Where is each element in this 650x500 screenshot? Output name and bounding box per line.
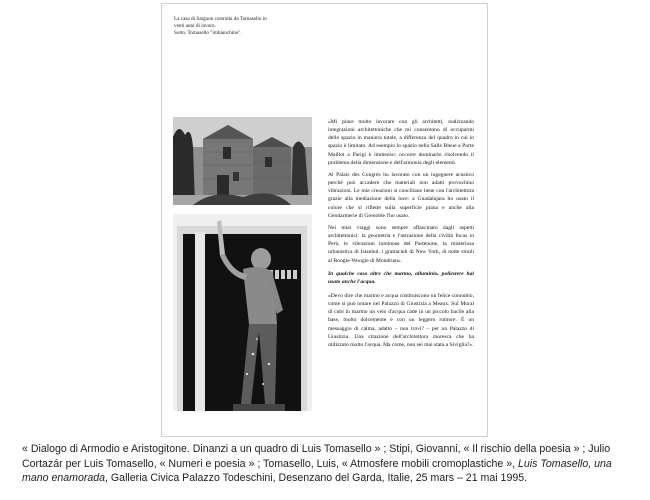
interview-text (328, 118, 474, 353)
interview-paragraph: «Devo dire che marmo e acqua costituiscono un felice connubio, come si può notare nel Palazzo di Giustizia a Meaux. Sul Mural di cubi in marmo un velo d'acqua cade in un piccolo bacile alla base, molto dolcemente e con un leggero rumore. È un messaggio di calma, adatto – non trovi? – per un Palazzo di Giustizia. Una citazione dell'architettura moresca che ha utilizzato molto l'acqua. Ma come, non sei mai stata a Siviglia?». (328, 292, 474, 348)
photo-caption-line: La casa di Saignon costruita da Tomasello in (174, 16, 267, 22)
caption-text: « Dialogo di Armodio e Aristogitone. Dinanzi a un quadro di Luis Tomasello » ; Stipi, Giovanni, « Il rischio della poesia » ; Julio Cortazár per Luis Tomasello, « Numeri e poesia » ; Tomasello, Luis, « Atmosfere mobili cromoplastiche », (22, 443, 611, 470)
photo-caption-line: Sotto, Tomasello "imbianchino". (174, 30, 242, 37)
photo-tomasello-painting (173, 214, 312, 411)
catalog-page (161, 3, 488, 437)
interview-paragraph: Al Palais des Congrès ho lavorato con un ingegnere acustico perché può accadere che materiali non adatti provochino vibrazioni. Le mie creazioni si conciliano bene con l'architettura grazie alla mediazione della luce: a Guadalajara ho usato il colore che si riflette sulla superficie piana e anche alla Gendarmerie di Grenoble l'ho usato. (328, 171, 474, 219)
interview-paragraph: Nei miei viaggi sono sempre affascinato dagli aspetti architettonici: la geometria e l'astrazione della civiltà Incas in Perù, le vibrazioni luminose del Partenone, la misteriosa urbanistica di Istanbul, i grattacieli di New York, di notte simili al Boogie-Woogie di Mondrian». (328, 224, 474, 264)
bibliographic-caption (22, 442, 632, 486)
caption-text-end: , Galleria Civica Palazzo Todeschini, Desenzano del Garda, Italie, 25 mars – 21 mai 1995. (105, 472, 528, 485)
caption-title: Luis Tomasello, una mano enamorada (22, 457, 612, 485)
photo-caption-line: venti anni di lavoro. (174, 23, 216, 30)
interview-question: In qualche caso oltre che marmo, alluminio, poliestere hai usato anche l'acqua. (328, 270, 474, 285)
photo-house-saignon (173, 117, 312, 205)
photo-caption (174, 16, 284, 37)
interview-paragraph: «Mi piace molto lavorare con gli architetti, realizzando integrazioni architettoniche che mi consentono di occuparmi dello spazio in maniera totale, a differenza del quadro in cui lo spazio è limitato. Ad esempio lo spazio nella Salle Bleue a Porte Maillot a Parigi è immenso: occorre dominarlo risolvendo il problema della dimensione e dell'armonia degli elementi. (328, 119, 474, 166)
